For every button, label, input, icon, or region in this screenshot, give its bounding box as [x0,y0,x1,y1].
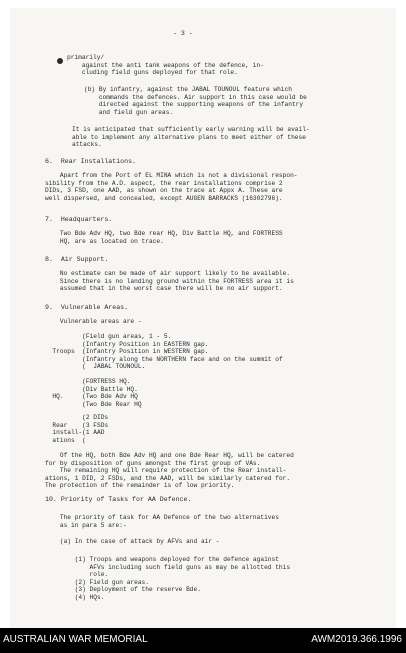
document-page [10,8,396,628]
text-block-priority: The priority of task for AA Defence of the two alternatives as in para 5 are:- [59,514,279,529]
text-vulnerable-intro: Vulnerable areas are - [45,318,142,325]
heading-vulnerable-areas: 9. Vulnerable Areas. [45,304,129,311]
heading-air-support: 8. Air Support. [45,256,109,263]
heading-rear-installations: 6. Rear Installations. [45,158,137,165]
text-case-a: (a) In the case of attack by AFVs and air - [45,538,220,545]
text-block-continuation: primarily/ against the anti tank weapons of the defence, in- cluding field guns deployed for that role. [67,54,264,77]
text-block-air-support: No estimate can be made of air support likely to be available. Since there is no landing ground within the FORTRESS area it is assumed that in the worst case there will be no air support. [59,270,294,293]
footer-catalogue-id: AWM2019.366.1996 [311,634,402,645]
list-rear-installations: (2 DIDs Rear (3 FSDs install-(1 AAD ations ( [52,414,109,444]
page-number: - 3 - [173,30,193,37]
heading-headquarters: 7. Headquarters. [45,216,113,223]
text-block-para-b: (b) By infantry, against the JABAL TOUNOUL feature which commands the defences. Air support in this case would be directed against the supporting weapons of the infantry and field gun areas. [84,86,307,116]
text-block-warning: It is anticipated that sufficiently early warning will be avail- able to implement any alternative plans to meet either of these attacks. [72,126,310,149]
list-priority-items: (1) Troops and weapons deployed for the defence against AFVs including such field guns as may be allotted this role. (2) Field gun areas. (3) Deployment of the reserve Bde. (4) HQs. [74,556,291,601]
heading-priority-of-tasks: 10. Priority of Tasks for AA Defence. [45,496,192,503]
footer-source: AUSTRALIAN WAR MEMORIAL [3,634,148,645]
text-block-rear-installations: Apart from the Port of EL MINA which is not a divisional respon- sibility from the A.D. aspect, the rear installations comprise 2 DIDs, 3 FSD, one AAD, as shown on the trace at Appx A. These are well dispersed, and concealed, except AUGEN BARRACKS (16302796). [45,172,298,202]
punch-hole [57,58,63,64]
text-block-headquarters: Two Bde Adv HQ, two Bde rear HQ, Div Battle HQ, and FORTRESS HQ, are as located on trace. [59,230,283,245]
list-hq: (FORTRESS HQ. (Div Battle HQ. HQ. (Two Bde Adv HQ (Two Bde Rear HQ [52,378,142,408]
text-block-hq-protection: Of the HQ, both Bde Adv HQ and one Bde Rear HQ, will be catered for by disposition of guns amongst the first group of VAs. The remaining HQ will require protection of the Rear install- ations, 1 DID, 2 FSDs, and the AAD, will be similarly catered for. The protection of the remainder is of low priority. [45,452,294,490]
list-troops: (Field gun areas, 1 - 5. (Infantry Position in EASTERN gap. Troops (Infantry Position in WESTERN gap. (Infantry along the NORTHERN face and on the summit of ( JABAL TOUNOUL. [52,333,283,371]
footer-bar [0,628,406,653]
